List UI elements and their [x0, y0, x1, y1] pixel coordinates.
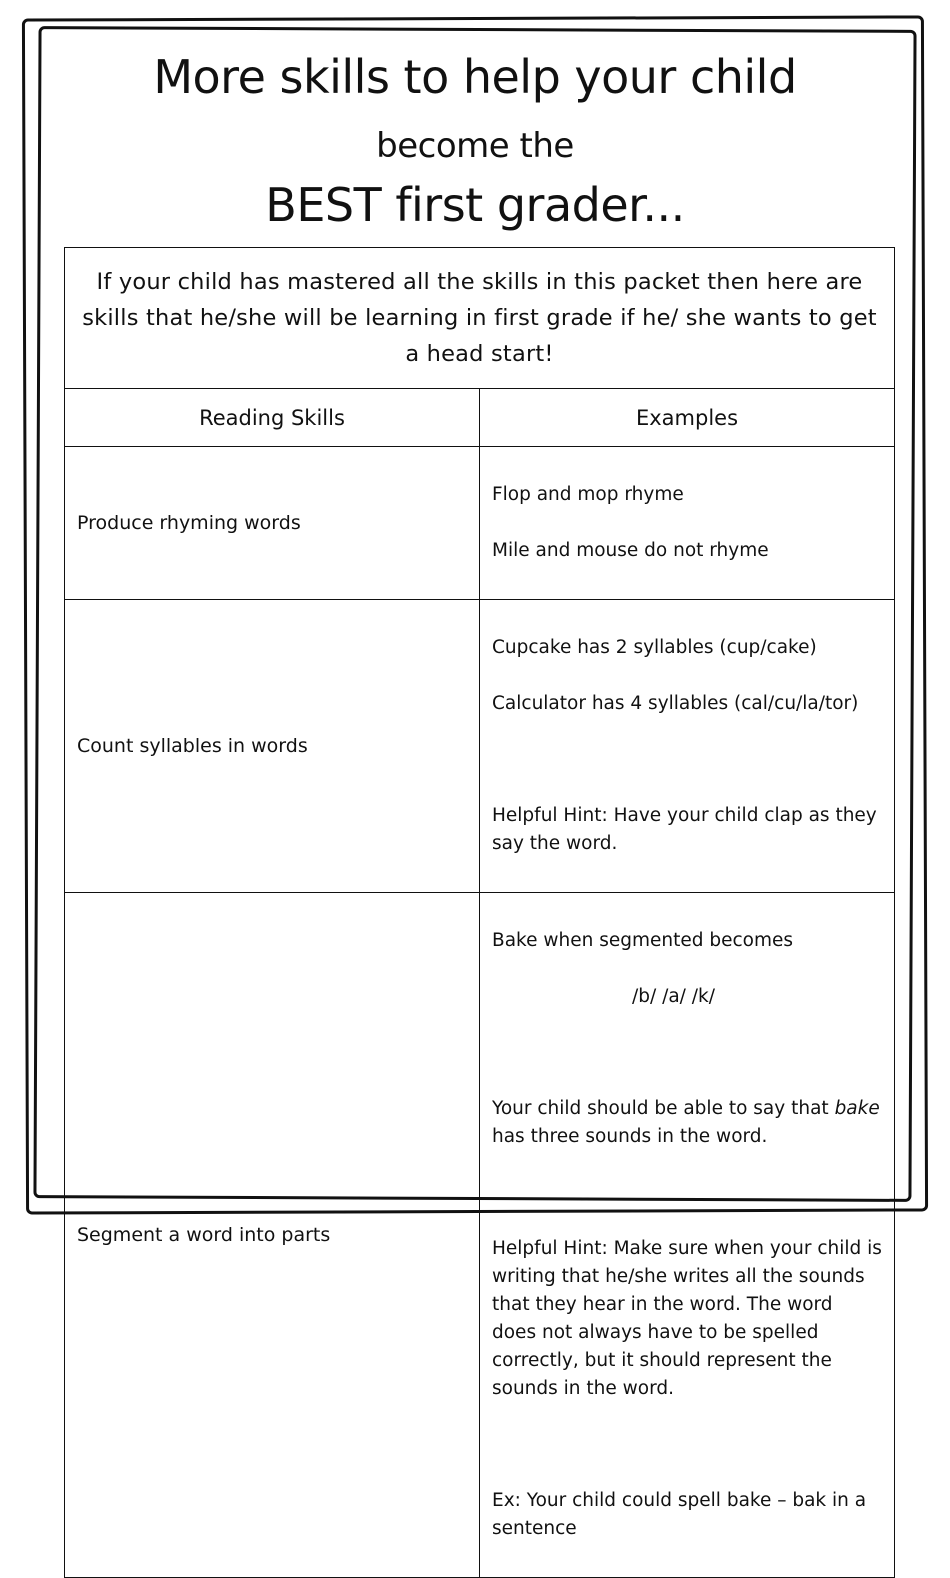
spacer — [492, 1431, 882, 1459]
example-line: Flop and mop rhyme — [492, 484, 684, 505]
skill-cell: Produce rhyming words — [65, 447, 480, 600]
title-line-2: become the — [376, 126, 574, 166]
table-row — [65, 893, 895, 1578]
intro-text: If your child has mastered all the skills in this packet then here are skills that he/she will be learning in first grade if he/ she wants to get a head start! — [65, 248, 895, 389]
spacer — [492, 1039, 882, 1067]
example-line: Bake when segmented becomes — [492, 930, 793, 951]
example-line: Ex: Your child could spell bake – bak in a sentence — [492, 1490, 867, 1539]
example-text: has three sounds in the word. — [492, 1126, 768, 1147]
skills-table — [64, 247, 895, 1578]
table-row — [65, 600, 895, 893]
header-row — [65, 389, 895, 447]
helpful-hint: Helpful Hint: Make sure when your child is writing that he/she writes all the sounds that they hear in the word. The word does not always have to be spelled correctly, but it should represent the sounds in the word. — [492, 1238, 882, 1399]
example-line: Cupcake has 2 syllables (cup/cake) — [492, 637, 817, 658]
example-line — [492, 1095, 882, 1151]
intro-row — [65, 248, 895, 389]
title-line-3: BEST first grader... — [265, 178, 685, 232]
title-line-1: More skills to help your child — [153, 50, 797, 104]
example-cell — [480, 600, 895, 893]
example-word: bake — [834, 1098, 880, 1119]
helpful-hint: Helpful Hint: Have your child clap as they say the word. — [492, 805, 877, 854]
skill-cell: Count syllables in words — [65, 600, 480, 893]
example-cell — [480, 447, 895, 600]
spacer — [492, 1179, 882, 1207]
example-line: Calculator has 4 syllables (cal/cu/la/tor) — [492, 693, 859, 714]
skill-cell: Segment a word into parts — [65, 893, 480, 1578]
example-text: Your child should be able to say that — [492, 1098, 829, 1119]
table-row — [65, 447, 895, 600]
segmented-sounds: /b/ /a/ /k/ — [632, 986, 715, 1007]
header-reading-skills: Reading Skills — [65, 389, 480, 447]
spacer — [492, 746, 882, 774]
example-line: Mile and mouse do not rhyme — [492, 540, 769, 561]
header-examples: Examples — [480, 389, 895, 447]
example-cell — [480, 893, 895, 1578]
